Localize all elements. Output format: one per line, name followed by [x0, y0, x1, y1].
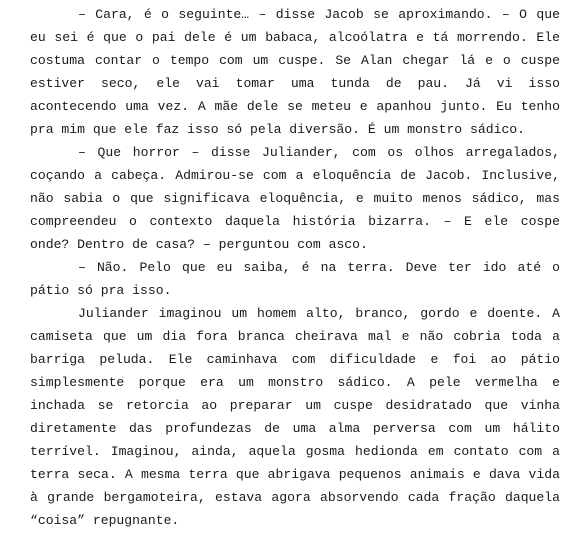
paragraph-1: – Cara, é o seguinte… – disse Jacob se aproximando. – O que eu sei é que o pai dele é um babaca, alcoólatra e tá morrendo. Ele costuma contar o tempo com um cuspe. Se Alan chegar lá e o cuspe estiver seco, ele vai tomar uma tunda de pau. Já vi isso acontecendo uma vez. A mãe dele se meteu e apanhou junto. Eu tenho pra mim que ele faz isso só pela diversão. É um monstro sádico.: [30, 7, 560, 137]
paragraph-4: Juliander imaginou um homem alto, branco, gordo e doente. A camiseta que um dia fora branca cheirava mal e não cobria toda a barriga peluda. Ele caminhava com dificuldade e foi ao pátio simplesmente porque era um monstro sádico. A pele vermelha e inchada se retorcia ao preparar um cuspe desidratado que vinha diretamente das profundezas de uma alma perversa com um hálito terrível. Imaginou, ainda, aquela gosma hedionda em contato com a terra seca. A mesma terra que abrigava pequenos animais e dava vida à grande bergamoteira, estava agora absorvendo cada fração daquela “coisa” repugnante.: [30, 306, 560, 528]
paragraph-3: – Não. Pelo que eu saiba, é na terra. Deve ter ido até o pátio só pra isso.: [30, 260, 560, 298]
paragraph-2: – Que horror – disse Juliander, com os olhos arregalados, coçando a cabeça. Admirou-se com a eloquência de Jacob. Inclusive, não sabia o que significava eloquência, e muito menos sádico, mas compreendeu o contexto daquela história bizarra. – E ele cospe onde? Dentro de casa? – perguntou com asco.: [30, 145, 560, 252]
document-body: [30, 3, 560, 532]
